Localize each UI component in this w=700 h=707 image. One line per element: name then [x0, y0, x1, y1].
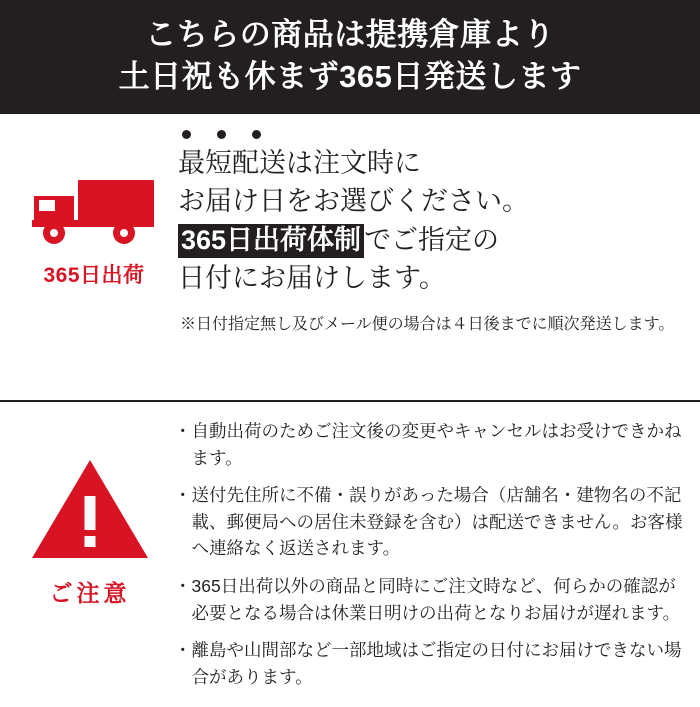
list-item — [174, 418, 686, 471]
delivery-section — [0, 114, 700, 400]
list-item — [174, 573, 686, 626]
delivery-line-3-rest: でご指定の — [364, 224, 500, 255]
bullet-mark: ・ — [174, 421, 192, 441]
delivery-line-1: 最短配送は注文時に — [178, 148, 421, 178]
list-item-text: 365日出荷以外の商品と同時にご注文時など、何らかの確認が必要となる場合は休業日明けの出荷となりお届けが遅れます。 — [191, 575, 681, 623]
list-item — [174, 482, 686, 562]
delivery-line-4: 日付にお届けします。 — [178, 262, 446, 293]
list-item-text: 離島や山間部など一部地域はご指定の日付にお届けできない場合があります。 — [191, 640, 682, 687]
header-line-1: こちらの商品は提携倉庫より — [145, 17, 555, 53]
delivery-line-3 — [178, 221, 686, 259]
bullet-mark: ・ — [174, 640, 192, 661]
list-item-text: 自動出荷のためご注文後の変更やキャンセルはお受けできかねます。 — [191, 421, 682, 468]
delivery-line-2: お届け日をお選びください。 — [178, 186, 529, 217]
caution-label: ご注意 — [49, 580, 131, 606]
banner-header — [0, 0, 700, 112]
delivery-truck-label: 365日出荷 — [43, 264, 145, 287]
delivery-text-block — [178, 128, 690, 394]
header-line-2: 土日祝も休まず365日発送します — [118, 59, 582, 94]
caution-section — [0, 402, 700, 707]
caution-list — [174, 416, 686, 701]
delivery-note: ※日付指定無し及びメール便の場合は４日後までに順次発送します。 — [180, 316, 675, 334]
delivery-truck-icon — [28, 174, 160, 253]
dot-icon — [252, 130, 261, 139]
warning-triangle-icon — [29, 458, 151, 567]
bullet-mark: ・ — [174, 575, 192, 596]
list-item-text: 送付先住所に不備・誤りがあった場合（店舗名・建物名の不記載、郵便局への居住未登録を含む）は配送できません。お客様へ連絡なく返送されます。 — [191, 485, 683, 559]
dot-icon — [182, 130, 191, 139]
caution-icon-block — [6, 416, 174, 701]
list-item — [174, 637, 686, 690]
delivery-icon-block — [10, 128, 178, 394]
bullet-mark: ・ — [174, 485, 192, 506]
decorative-dots — [182, 130, 686, 139]
delivery-highlight: 365日出荷体制 — [178, 224, 364, 258]
dot-icon — [217, 130, 226, 139]
